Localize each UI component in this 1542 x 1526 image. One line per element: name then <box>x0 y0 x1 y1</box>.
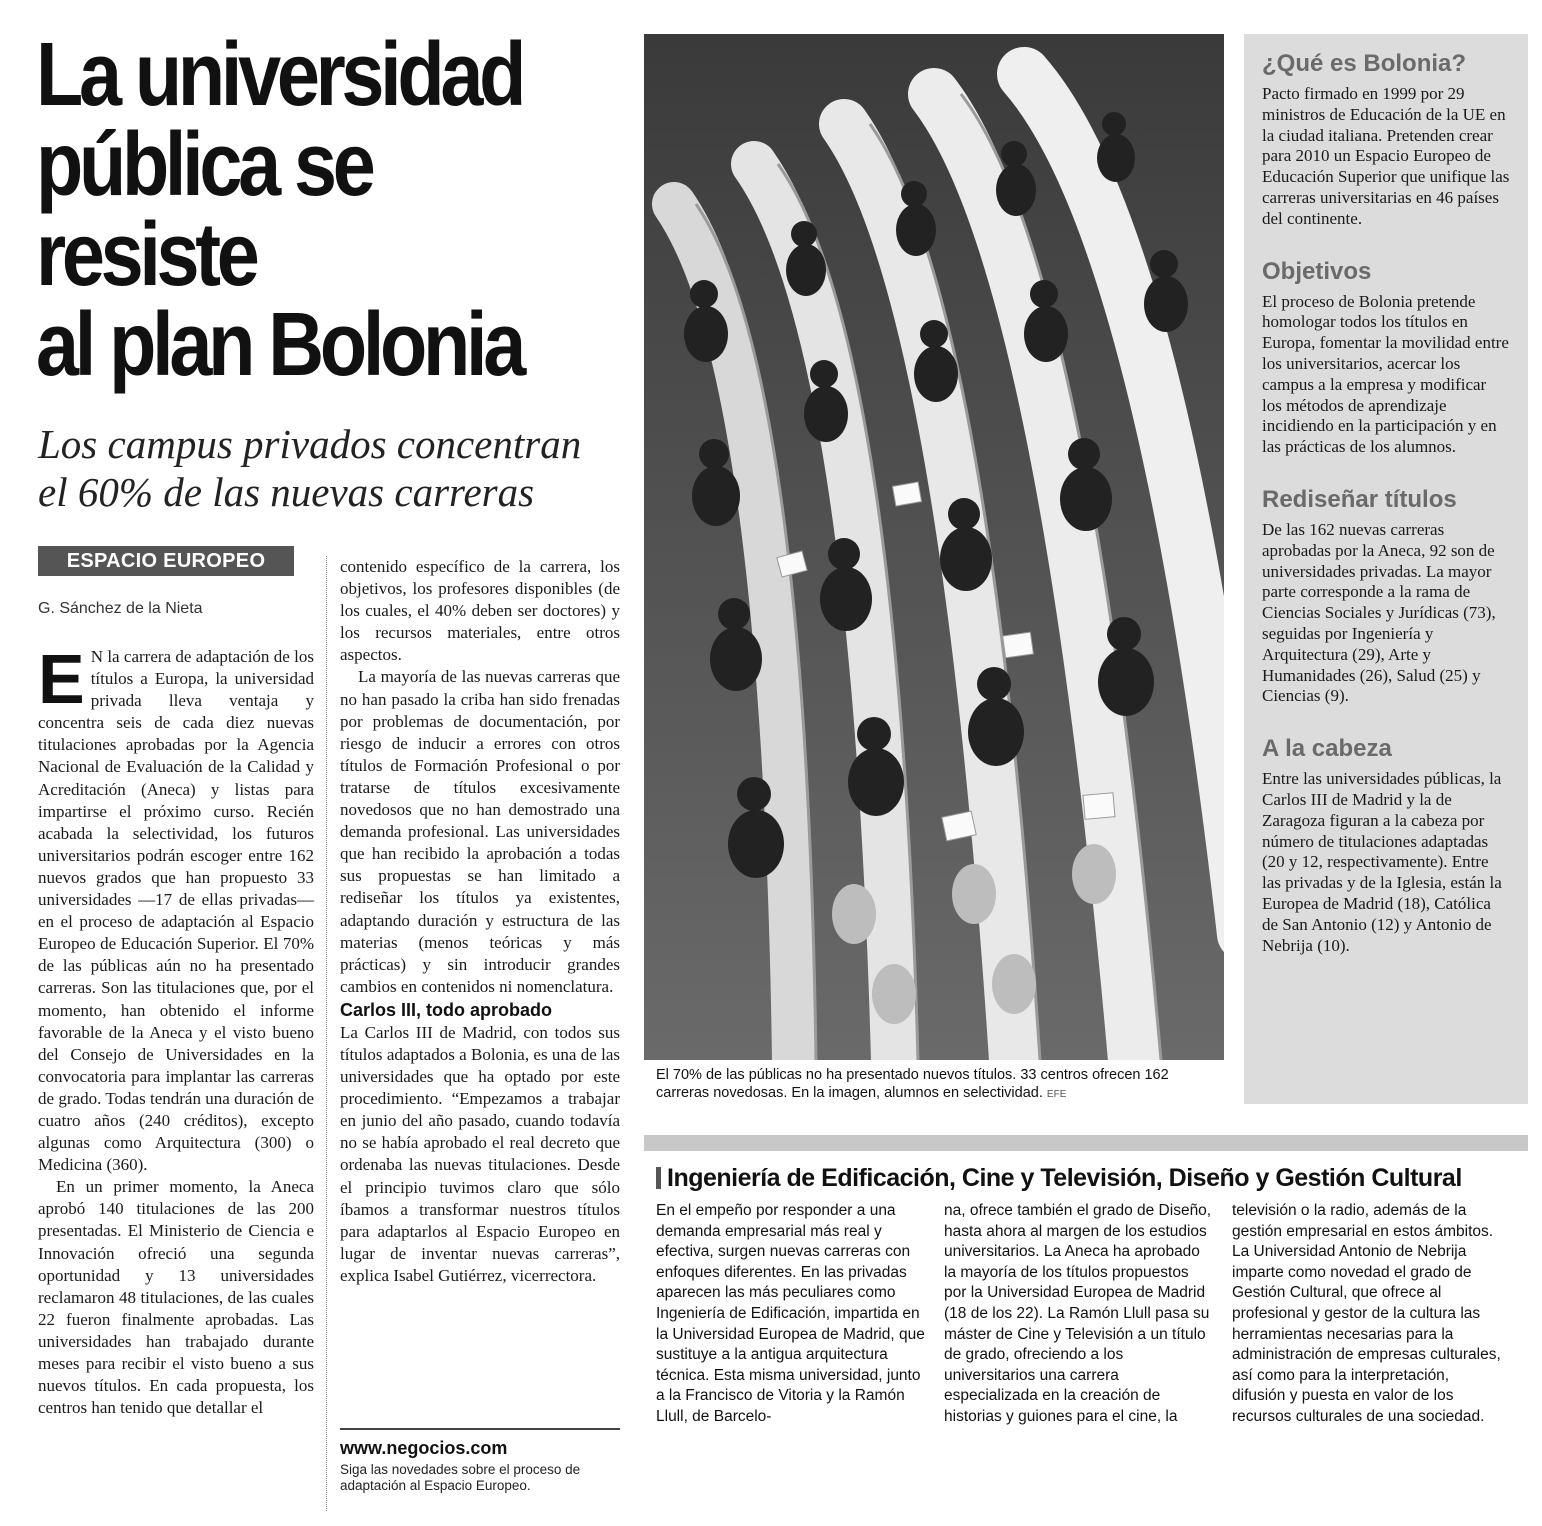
photo-illustration <box>644 34 1224 1060</box>
sidebar-box <box>1244 34 1528 1104</box>
sidebar-text: El proceso de Bolonia pretende homologar todos los títulos en Europa, fomentar la movilidad entre los universitarios, acercar los campus a la empresa y modificar los métodos de aprendizaje incidiendo en la participación y en las prácticas de los alumnos. <box>1262 291 1509 457</box>
feature-top-bar <box>644 1135 1528 1151</box>
byline: G. Sánchez de la Nieta <box>38 600 203 617</box>
sidebar-title: Objetivos <box>1262 257 1372 285</box>
web-promo <box>340 1428 620 1494</box>
body-paragraph: contenido específico de la carrera, los objetivos, los profesores disponibles (de los cuales, el 40% deben ser doctores) y los recursos materiales, entre otros aspectos. <box>340 557 620 665</box>
sidebar-text: De las 162 nuevas carreras aprobadas por la Aneca, 92 son de universidades privadas. La mayor parte corresponde a la rama de Ciencias Sociales y Jurídicas (73), seguidas por Ingeniería y Arquitectura (29), Arte y Humanidades (26), Salud (25) y Ciencias (9). <box>1262 519 1496 706</box>
body-paragraph <box>38 640 314 1176</box>
sidebar-title: ¿Qué es Bolonia? <box>1262 50 1467 77</box>
body-paragraph: La mayoría de las nuevas carreras que no han pasado la criba han sido frenadas por problemas de documentación, por riesgo de inducir a errores con otros títulos de Formación Profesional o por tratarse de títulos excesivamente novedosos que no han demostrado una demanda profesional. Las universidades que han recibido la aprobación a todas sus propuestas se han limitado a rediseñar los títulos ya existentes, adaptando duración y estructura de las materias (menos teóricas y más prácticas) y sin introducir grandes cambios en contenidos ni nomenclatura. <box>340 667 620 996</box>
column-divider <box>326 556 328 1511</box>
photo-credit: EFE <box>1046 1089 1067 1100</box>
body-paragraph: En un primer momento, la Aneca aprobó 140 titulaciones de las 200 presentadas. El Ministerio de Ciencia e Innovación ofreció una segunda oportunidad y 13 universidades reclamaron 48 titulaciones, de las cuales 22 fueron finalmente aprobadas. Las universidades han trabajado durante meses para recibir el visto bueno a sus nuevos títulos. En cada propuesta, los centros han tenido que detallar el <box>38 1177 314 1418</box>
sidebar-title: Rediseñar títulos <box>1262 485 1457 513</box>
web-promo-text: Siga las novedades sobre el proceso de adaptación al Espacio Europeo. <box>340 1462 581 1493</box>
feature-column: na, ofrece también el grado de Diseño, hasta ahora al margen de los estudios universitarios. La Aneca ha aprobado la mayoría de los títulos propuestos por la Universidad Europea de Madrid (18 de los 22). La Ramón Llull pasa su máster de Cine y Televisión a un título de grado, ofreciendo a los universitarios una carrera especializada en la creación de historias y guiones para el cine, la <box>944 1202 1212 1425</box>
headline-line: al plan Bolonia <box>36 295 522 395</box>
web-url-link[interactable]: www.negocios.com <box>340 1438 508 1458</box>
feature-column: televisión o la radio, además de la gestión empresarial en estos ámbitos. La Universidad Antonio de Nebrija imparte como novedad el grado de Gestión Cultural, que ofrece al profesional y gestor de la cultura las herramientas necesarias para la administración de empresas culturales, así como para la interpretación, difusión y puesta en valor de los recursos culturales de una sociedad. <box>1232 1202 1501 1425</box>
body-text: N la carrera de adaptación de los títulos a Europa, la universidad privada lleva ventaja y concentra seis de cada diez nuevas titulaciones aprobadas por la Agencia Nacional de Evaluación de la Calidad y Acreditación (Aneca) y listas para impartirse el próximo curso. Recién acabada la selectividad, los futuros universitarios podrán escoger entre 162 nuevos grados que han propuesto 33 universidades —17 de ellas privadas— en el proceso de adaptación al Espacio Europeo de Educación Superior. El 70% de las públicas aún no ha presentado carreras. Son las titulaciones que, por el momento, han obtenido el informe favorable de la Aneca y el visto bueno del Consejo de Universidades en la convocatoria para implantar las carreras de grado. Todas tendrán una duración de cuatro años (240 créditos), excepto algunas como Arquitectura (300) o Medicina (360). <box>38 647 314 1175</box>
headline <box>36 25 543 395</box>
body-paragraph: La Carlos III de Madrid, con todos sus títulos adaptados a Bolonia, es una de las universidades que ha optado por este procedimiento. “Empezamos a trabajar en junio del año pasado, cuando todavía no se había aprobado el real decreto que ordenaba las nuevas titulaciones. Desde el principio tuvimos claro que sólo íbamos a transformar nuestros títulos para adaptarlos al Espacio Europeo en lugar de inventar nuevas carreras”, explica Isabel Gutiérrez, vicerrectora. <box>340 1022 620 1285</box>
article-subhead: Carlos III, todo aprobado <box>340 999 553 1020</box>
title-marker <box>656 1167 661 1189</box>
bottom-feature <box>644 1135 1528 1515</box>
section-kicker: ESPACIO EUROPEO <box>38 546 294 576</box>
drop-cap: E <box>38 640 85 718</box>
headline-line: La universidad <box>36 25 523 125</box>
article-column-2 <box>340 556 620 1287</box>
sidebar-title: A la cabeza <box>1262 735 1392 763</box>
article-column-1 <box>38 640 314 1419</box>
feature-title <box>656 1163 1528 1193</box>
sidebar-text: Entre las universidades públicas, la Carlos III de Madrid y la de Zaragoza figuran a la cabeza por número de titulaciones adaptadas (20 y 12, respectivamente). Entre las privadas y de la Iglesia, están la Europea de Madrid (18), Católica de San Antonio (12) y Antonio de Nebrija (10). <box>1262 769 1502 955</box>
photo-caption <box>656 1066 1216 1104</box>
caption-text: El 70% de las públicas no ha presentado nuevos títulos. 33 centros ofrecen 162 carreras novedosas. En la imagen, alumnos en selectividad. <box>656 1067 1169 1101</box>
lecture-hall-photo <box>644 34 1224 1060</box>
subheadline: Los campus privados concentran el 60% de las nuevas carreras <box>38 421 582 515</box>
feature-column: En el empeño por responder a una demanda empresarial más real y efectiva, surgen nuevas carreras con enfoques diferentes. En las privadas aparecen las más peculiares como Ingeniería de Edificación, impartida en la Universidad Europea de Madrid, que sustituye a la antigua arquitectura técnica. Esta misma universidad, junto a la Francisco de Vitoria y la Ramón Llull, de Barcelo- <box>656 1202 925 1425</box>
feature-title-text: Ingeniería de Edificación, Cine y Televisión, Diseño y Gestión Cultural <box>667 1164 1462 1192</box>
headline-line: pública se resiste <box>36 115 372 305</box>
sidebar-text: Pacto firmado en 1999 por 29 ministros de Educación de la UE en la ciudad italiana. Pretenden crear para 2010 un Espacio Europeo de Educación Superior que unifique las carreras universitarias en 46 países del continente. <box>1262 84 1510 228</box>
